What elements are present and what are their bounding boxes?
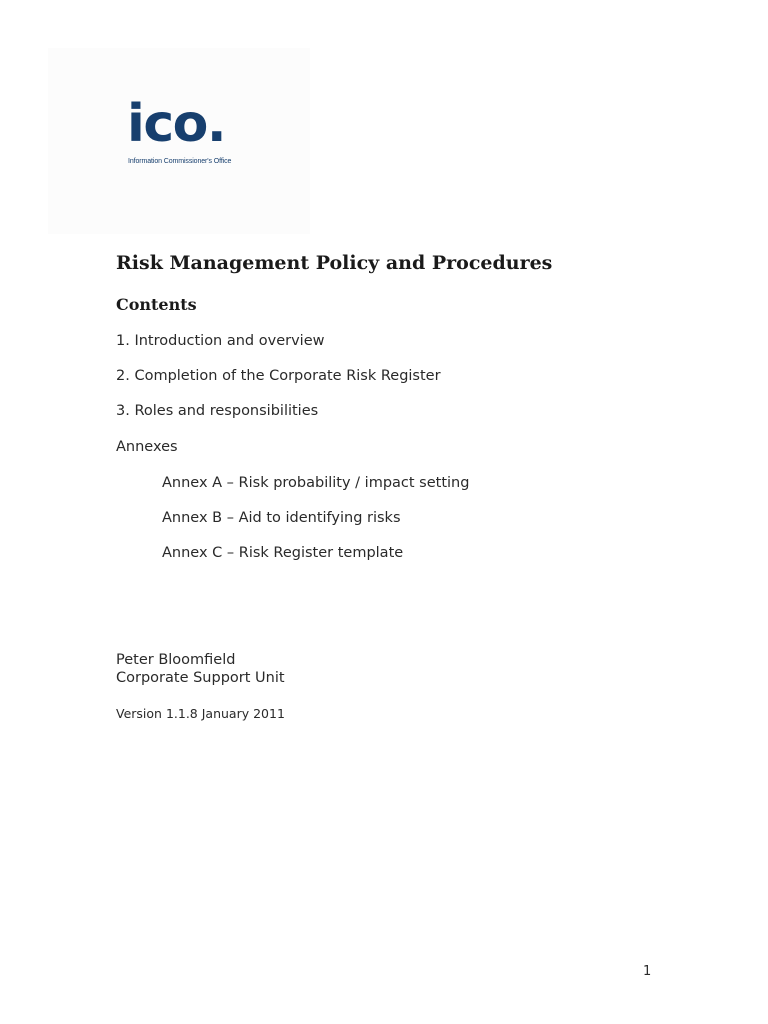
page-number: 1 [643, 964, 652, 979]
version-text: Version 1.1.8 January 2011 [116, 706, 285, 721]
ico-logo: ico. [127, 94, 226, 154]
toc-annexes-label: Annexes [116, 439, 178, 455]
document-title: Risk Management Policy and Procedures [116, 252, 553, 274]
toc-annex-b: Annex B – Aid to identifying risks [162, 510, 401, 526]
toc-section-2: 2. Completion of the Corporate Risk Register [116, 368, 441, 384]
toc-annex-c: Annex C – Risk Register template [162, 545, 404, 561]
contents-heading: Contents [116, 295, 197, 314]
toc-section-1: 1. Introduction and overview [116, 333, 325, 349]
author-unit: Corporate Support Unit [116, 670, 285, 686]
toc-annex-a: Annex A – Risk probability / impact setting [162, 475, 470, 491]
author-name: Peter Bloomfield [116, 652, 236, 668]
logo-tagline: Information Commissioner's Office [128, 158, 232, 165]
toc-section-3: 3. Roles and responsibilities [116, 403, 319, 419]
